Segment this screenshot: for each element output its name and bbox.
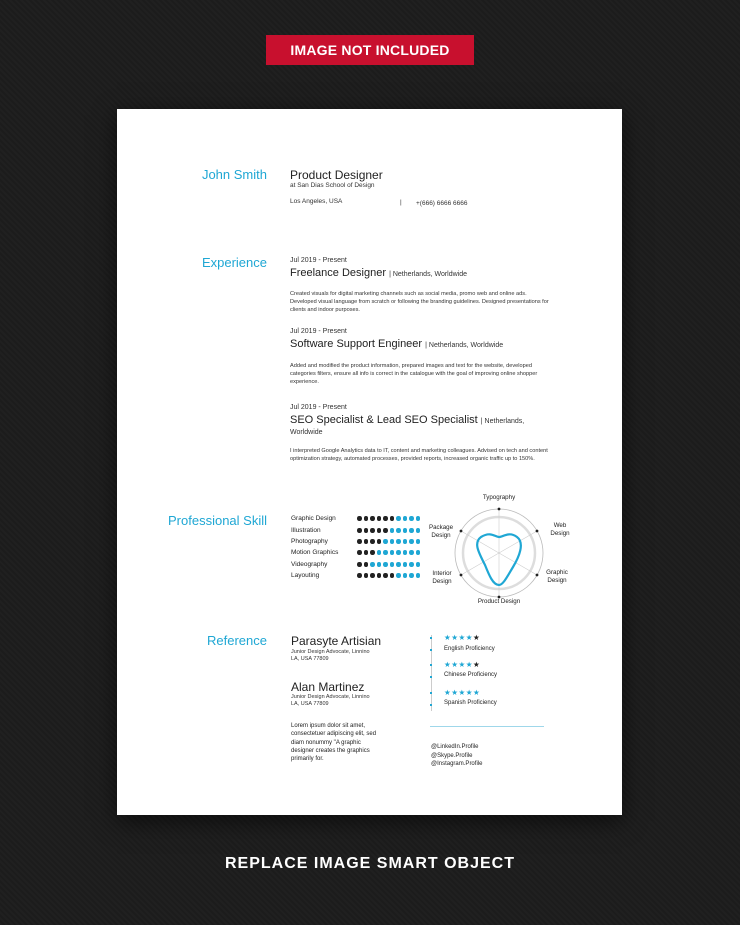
radar-label-web-design-line2: Design [550, 530, 570, 537]
radar-label-interior-design-line2: Design [432, 578, 452, 585]
star-icon: ★ [465, 633, 473, 642]
skill-dot [357, 573, 362, 578]
skill-dot [370, 516, 375, 521]
job-3-location: | Netherlands, [480, 418, 525, 425]
radar-label-package-design-line2: Design [431, 532, 451, 539]
radar-label-graphic-design-line1: Graphic [546, 569, 568, 576]
resume-name: John Smith [201, 167, 267, 182]
radar-vertex-dot [536, 530, 539, 533]
image-not-included-banner: IMAGE NOT INCLUDED [266, 35, 474, 65]
quote-line: primarily for. [291, 756, 324, 763]
skill-dot [403, 539, 408, 544]
resume-school: at San Dias School of Design [290, 182, 375, 189]
skill-dot [403, 573, 408, 578]
skill-dot [357, 528, 362, 533]
skill-dot [396, 550, 401, 555]
star-icon: ★ [472, 633, 481, 642]
skill-dot [409, 539, 414, 544]
english-stars [444, 633, 480, 642]
resume-phone: +(666) 6666 6666 [416, 200, 468, 207]
star-icon: ★ [465, 660, 473, 669]
skill-dot [357, 562, 362, 567]
skill-dot [416, 528, 421, 533]
skill-dot [390, 562, 395, 567]
language-bullet [430, 664, 432, 666]
quote-line: consectetuer adipiscing elit, sed [291, 731, 377, 738]
skill-dot [390, 573, 395, 578]
star-icon: ★ [444, 633, 452, 642]
skill-dot [403, 562, 408, 567]
skill-dot [370, 550, 375, 555]
skill-dot [357, 516, 362, 521]
skill-dots-row [357, 550, 420, 555]
skill-dot [416, 539, 421, 544]
job-1-description: Created visuals for digital marketing channels such as social media, promo web and online ads. Developed visual language from scratch or following the branding guidelines. Designed presentations for clients and indoor purposes. [290, 291, 549, 313]
skype-link[interactable]: @Skype.Profile [431, 752, 473, 759]
experience-title: Experience [201, 255, 267, 270]
skill-dot [370, 539, 375, 544]
language-bullet [430, 692, 432, 694]
skill-dot [409, 550, 414, 555]
skill-dot [364, 562, 369, 567]
skills-radar-chart [445, 501, 553, 601]
chinese-stars [444, 660, 480, 669]
chinese-proficiency: Chinese Proficiency [444, 672, 498, 678]
job-2-description: Added and modified the product information, prepared images and text for the website, developed categories filters, ensure all info is correct in the catalogue with the goal of improving online shopper experience. [290, 363, 538, 385]
radar-vertex-dot [536, 574, 539, 577]
skill-photography: Photography [291, 538, 328, 545]
language-bullet [430, 676, 432, 678]
skill-dot [364, 550, 369, 555]
skill-dot [370, 562, 375, 567]
resume-role: Product Designer [290, 168, 383, 182]
skill-dot [416, 550, 421, 555]
skill-dot [403, 528, 408, 533]
reference-1-line1: Junior Design Advocate, Linnino [291, 649, 370, 655]
job-2-date: Jul 2019 - Present [290, 328, 347, 335]
skill-dot [409, 573, 414, 578]
skill-dot [383, 562, 388, 567]
linkedin-link[interactable]: @LinkedIn.Profile [431, 744, 479, 750]
radar-label-package-design [424, 524, 458, 540]
english-proficiency: English Proficiency [444, 646, 495, 652]
job-2-location: | Netherlands, Worldwide [425, 342, 504, 349]
star-icon: ★ [458, 688, 466, 697]
quote-line: designer creates the graphics [291, 747, 370, 754]
language-bullet [430, 704, 432, 706]
skill-dot [390, 528, 395, 533]
skill-layouting: Layouting [291, 572, 320, 579]
skill-dot [409, 516, 414, 521]
quote-line: diam nonummy "A graphic [291, 739, 361, 746]
skill-dot [409, 528, 414, 533]
star-icon: ★ [472, 660, 481, 669]
replace-smart-object-caption: REPLACE IMAGE SMART OBJECT [224, 855, 515, 872]
job-2-title-text: Software Support Engineer [290, 338, 423, 350]
skill-dots-row [357, 528, 420, 533]
skill-dot [403, 516, 408, 521]
skill-dot [396, 528, 401, 533]
skill-dot [390, 516, 395, 521]
instagram-link[interactable]: @Instagram.Profile [431, 761, 483, 767]
social-links [431, 743, 482, 769]
skill-dot [383, 516, 388, 521]
star-icon: ★ [451, 633, 459, 642]
skill-dot [383, 528, 388, 533]
skill-dot [377, 573, 382, 578]
star-icon: ★ [444, 660, 452, 669]
reference-1-name: Parasyte Artisian [291, 634, 382, 648]
skill-dots-row [357, 562, 420, 567]
star-icon: ★ [444, 688, 452, 697]
resume-location: Los Angeles, USA [290, 198, 343, 205]
language-bullet [430, 649, 432, 651]
radar-label-interior-design-line1: Interior [432, 570, 452, 577]
star-icon: ★ [451, 688, 459, 697]
skill-dots-row [357, 516, 420, 521]
radar-label-interior-design [427, 570, 457, 586]
skill-dot [390, 539, 395, 544]
skill-dot [396, 516, 401, 521]
skill-dot [357, 550, 362, 555]
skill-dot [416, 573, 421, 578]
radar-label-typography: Typography [482, 494, 516, 501]
radar-label-graphic-design-line2: Design [547, 577, 567, 584]
star-icon: ★ [472, 688, 481, 697]
skills-title: Professional Skill [168, 513, 267, 528]
job-3-title [290, 414, 560, 426]
skill-dot [409, 562, 414, 567]
skill-dot [383, 550, 388, 555]
star-icon: ★ [451, 660, 459, 669]
job-1-date: Jul 2019 - Present [290, 257, 347, 264]
star-icon: ★ [465, 688, 473, 697]
skill-dot [396, 573, 401, 578]
skill-dot [357, 539, 362, 544]
reference-2-name: Alan Martinez [291, 680, 365, 694]
skill-motion-graphics: Motion Graphics [291, 549, 339, 556]
job-1-location: | Netherlands, Worldwide [389, 271, 468, 278]
social-divider [430, 726, 544, 727]
skill-dot [396, 539, 401, 544]
skill-graphic-design: Graphic Design [291, 515, 336, 522]
skill-dot [396, 562, 401, 567]
skill-dot [416, 516, 421, 521]
skill-dot [377, 539, 382, 544]
star-icon: ★ [458, 660, 466, 669]
skill-dot [377, 528, 382, 533]
skill-dots-row [357, 539, 420, 544]
skill-dot [403, 550, 408, 555]
skill-dot [383, 573, 388, 578]
skill-dot [377, 516, 382, 521]
star-icon: ★ [458, 633, 466, 642]
reference-2-line2: LA, USA 77809 [291, 701, 329, 707]
radar-label-graphic-design [540, 569, 574, 585]
skill-dot [364, 573, 369, 578]
radar-label-product-design: Product Design [477, 598, 521, 605]
language-timeline-line [431, 635, 432, 711]
radar-vertex-dot [460, 574, 463, 577]
skill-dot [377, 562, 382, 567]
language-bullet [430, 637, 432, 639]
skill-illustration: Illustration [291, 527, 321, 534]
radar-label-web-design-line1: Web [553, 522, 567, 529]
job-2-title [290, 338, 503, 350]
radar-label-web-design [545, 522, 575, 538]
skill-dot [377, 550, 382, 555]
skill-dot [416, 562, 421, 567]
skill-dot [370, 573, 375, 578]
spanish-stars [444, 688, 480, 697]
spanish-proficiency: Spanish Proficiency [444, 700, 497, 706]
resume-sheet [117, 109, 622, 815]
job-3-date: Jul 2019 - Present [290, 404, 347, 411]
skill-dots-row [357, 573, 420, 578]
job-3-location-2: Worldwide [290, 429, 323, 436]
job-1-title-text: Freelance Designer [290, 267, 386, 279]
skill-dot [364, 516, 369, 521]
reference-1-line2: LA, USA 77809 [291, 656, 329, 662]
job-3-description: I interpreted Google Analytics data to IT, content and marketing colleagues. Advised on tech and content optimization strategy, automated processes, provided reports, increased organic traffic up to 150%. [290, 448, 548, 462]
reference-2-line1: Junior Design Advocate, Linnino [291, 694, 370, 700]
reference-title: Reference [207, 633, 267, 648]
skill-dot [364, 539, 369, 544]
quote-line: Lorem ipsum dolor sit amet, [291, 723, 366, 729]
skill-dot [383, 539, 388, 544]
job-1-title [290, 267, 467, 279]
radar-vertex-dot [460, 530, 463, 533]
reference-quote [291, 722, 376, 763]
skill-dot [364, 528, 369, 533]
skill-dot [390, 550, 395, 555]
header-separator: | [400, 199, 402, 206]
skill-videography: Videography [291, 561, 328, 568]
radar-label-package-design-line1: Package [428, 524, 454, 531]
radar-vertex-dot [498, 508, 501, 511]
job-3-title-text: SEO Specialist & Lead SEO Specialist [290, 414, 478, 426]
skill-dot [370, 528, 375, 533]
